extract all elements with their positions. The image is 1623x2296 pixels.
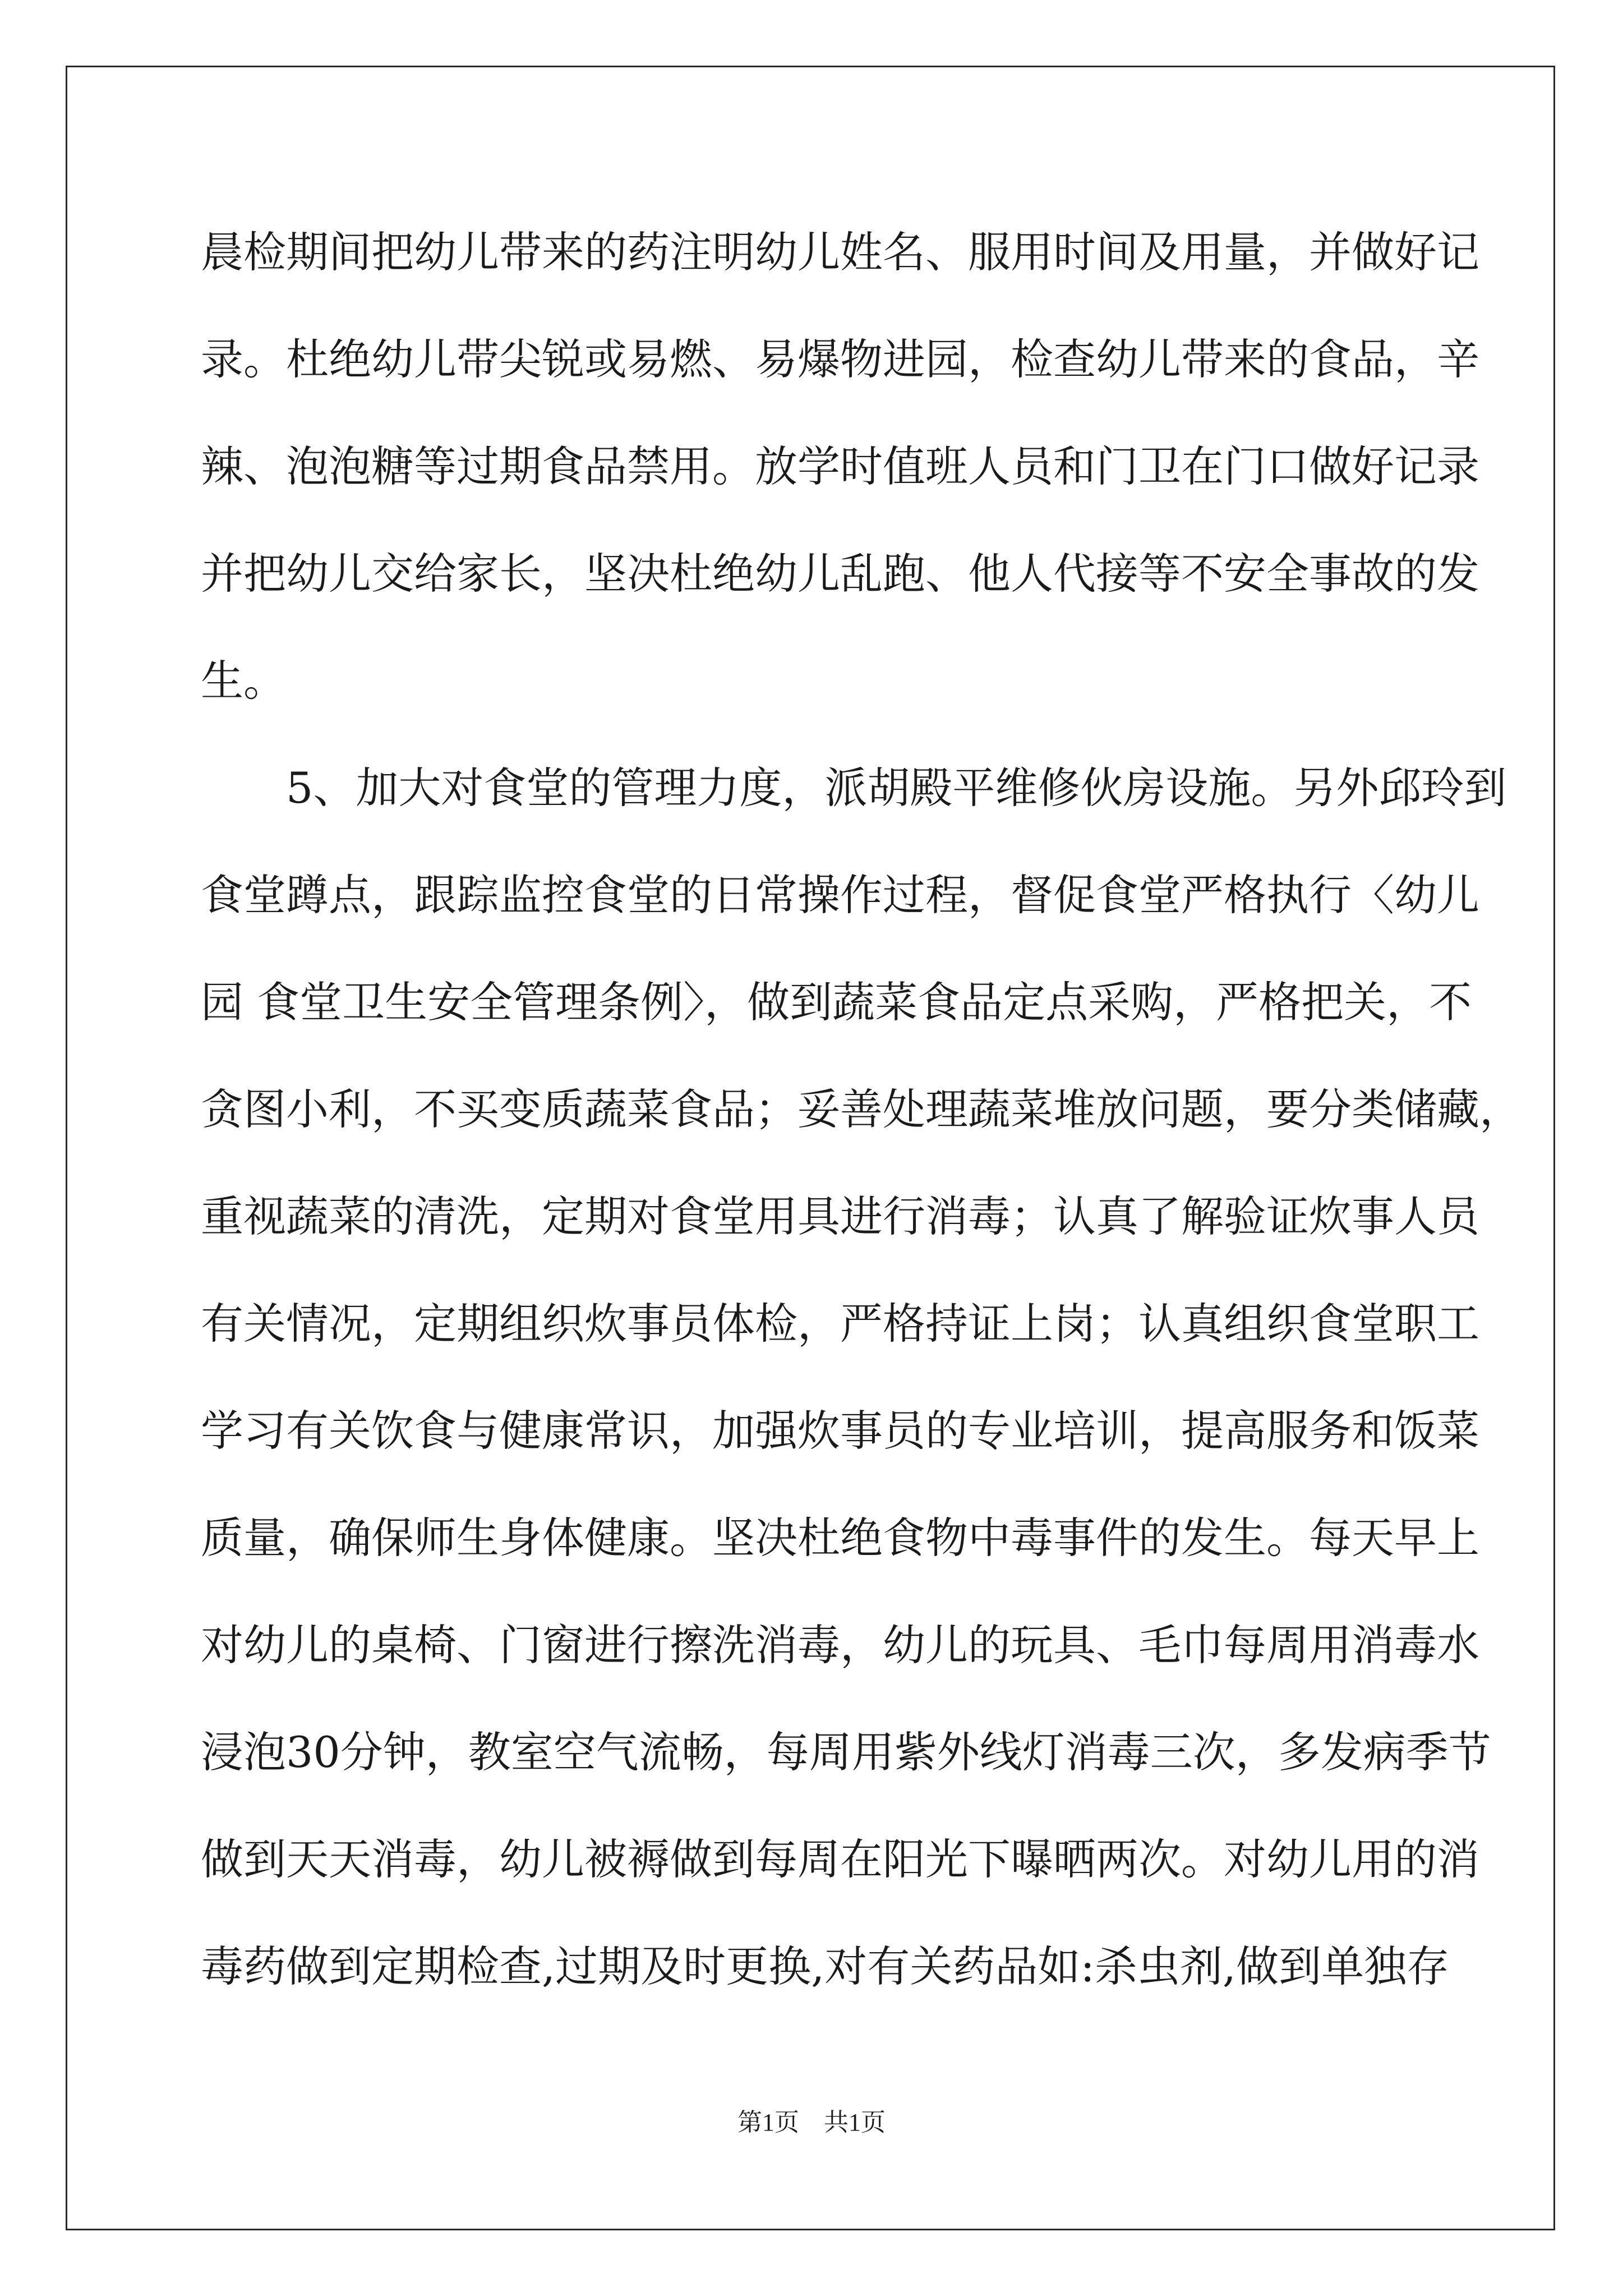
page-border [66,66,1555,2230]
text-line: 重视蔬菜的清洗，定期对食堂用具进行消毒；认真了解验证炊事人员 [201,1191,1479,1241]
text-line: 毒药做到定期检查,过期及时更换,对有关药品如:杀虫剂,做到单独存 [201,1941,1450,1991]
text-line: 并把幼儿交给家长，坚决杜绝幼儿乱跑、他人代接等不安全事故的发 [201,549,1479,599]
text-line: 5、加大对食堂的管理力度，派胡殿平维修伙房设施。另外邱玲到 [201,763,1507,813]
text-line: 浸泡30分钟，教室空气流畅，每周用紫外线灯消毒三次，多发病季节 [201,1727,1491,1777]
text-line: 辣、泡泡糖等过期食品禁用。放学时值班人员和门卫在门口做好记录 [201,441,1479,491]
text-line: 学习有关饮食与健康常识，加强炊事员的专业培训，提高服务和饭菜 [201,1406,1479,1456]
text-line: 生。 [201,656,286,706]
text-line: 有关情况，定期组织炊事员体检，严格持证上岗；认真组织食堂职工 [201,1299,1479,1349]
text-line: 晨检期间把幼儿带来的药注明幼儿姓名、服用时间及用量，并做好记 [201,227,1479,277]
text-line: 食堂蹲点，跟踪监控食堂的日常操作过程，督促食堂严格执行〈幼儿 [201,870,1479,920]
text-line: 做到天天消毒，幼儿被褥做到每周在阳光下曝晒两次。对幼儿用的消 [201,1834,1479,1884]
text-line: 贪图小利，不买变质蔬菜食品；妥善处理蔬菜堆放问题，要分类储藏， [201,1084,1522,1134]
text-line: 对幼儿的桌椅、门窗进行擦洗消毒，幼儿的玩具、毛巾每周用消毒水 [201,1620,1479,1670]
page-number-footer: 第1页 共1页 [737,2109,886,2136]
text-line: 录。杜绝幼儿带尖锐或易燃、易爆物进园，检查幼儿带来的食品，辛 [201,334,1479,384]
text-line: 质量，确保师生身体健康。坚决杜绝食物中毒事件的发生。每天早上 [201,1513,1479,1563]
text-line: 园 食堂卫生安全管理条例〉，做到蔬菜食品定点采购，严格把关，不 [201,977,1472,1027]
